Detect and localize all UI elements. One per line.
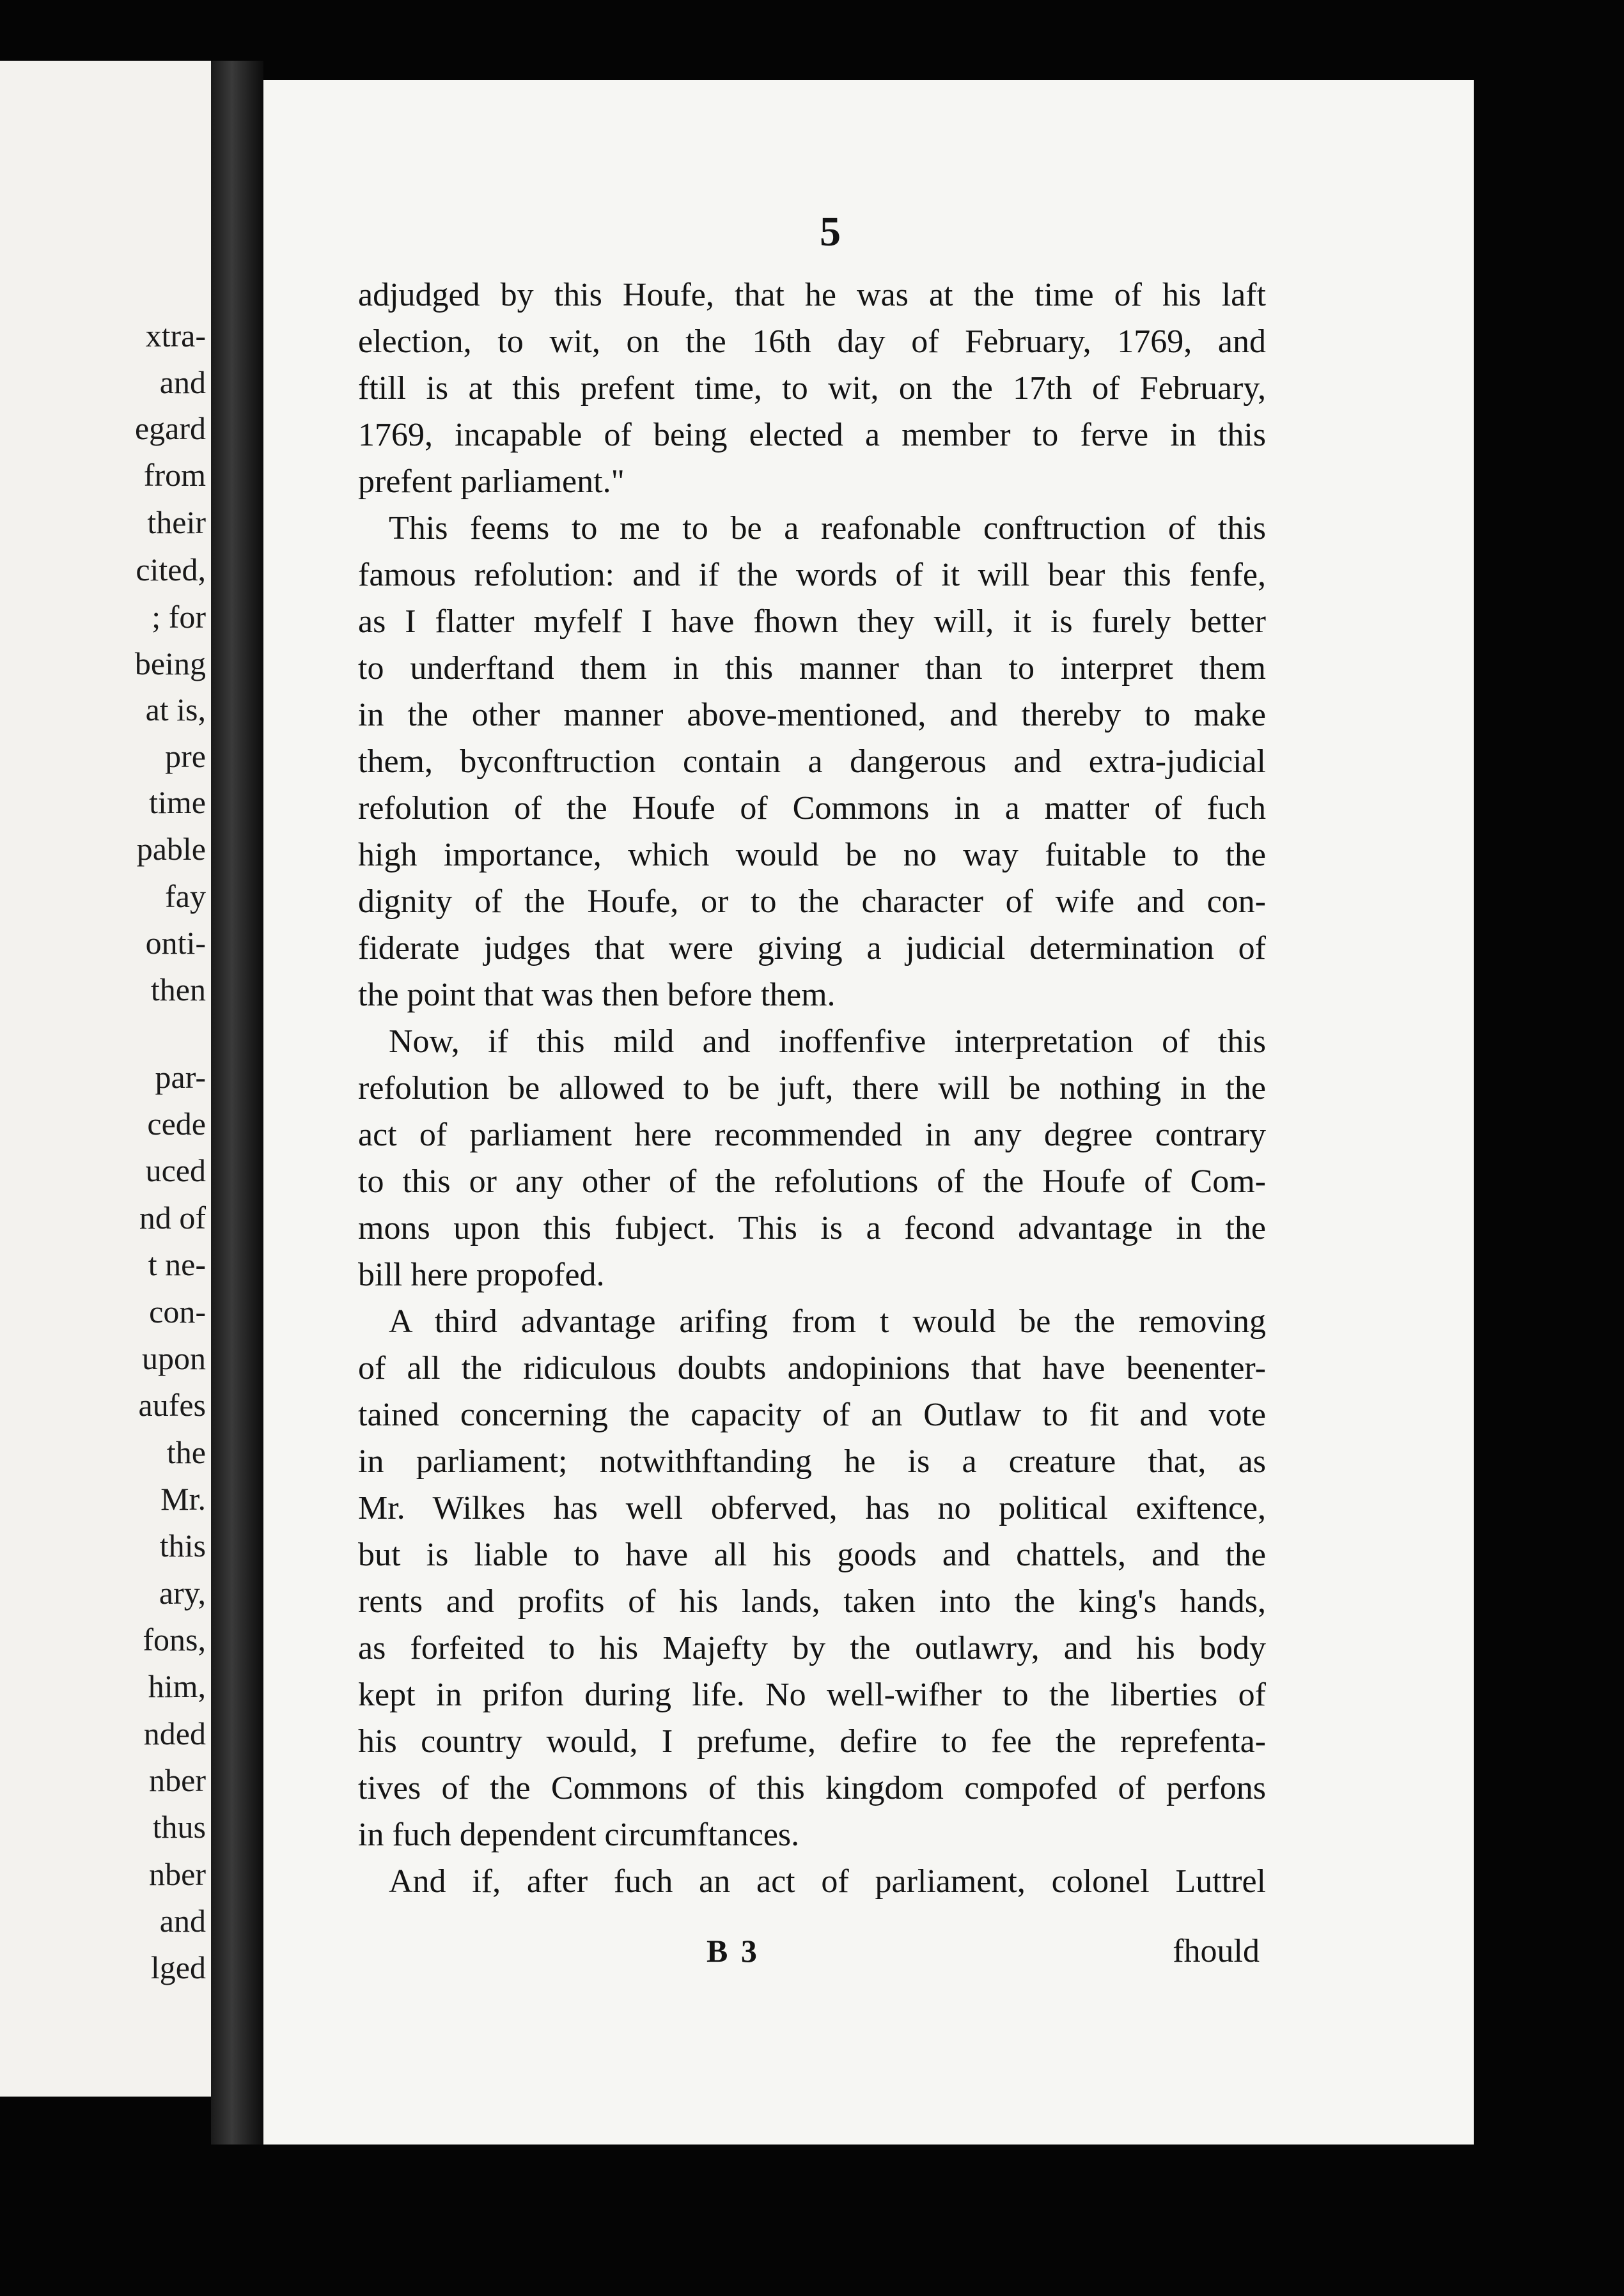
left-page-line: and	[159, 1903, 206, 1939]
text-line: election, to wit, on the 16th day of February, 1769, and	[358, 323, 1266, 360]
catchword: fhould	[1173, 1933, 1260, 1969]
page-number: 5	[820, 208, 841, 255]
text-line: Now, if this mild and inoffenfive interpretation of this	[389, 1023, 1266, 1060]
left-page-line: Mr.	[160, 1481, 206, 1517]
left-page-line: nber	[149, 1856, 206, 1892]
left-page-line: nd of	[139, 1200, 206, 1236]
left-page-line: pable	[136, 831, 206, 867]
text-line: Mr. Wilkes has well obferved, has no political exiftence,	[358, 1490, 1266, 1526]
left-page	[0, 61, 211, 2097]
text-line: as I flatter myfelf I have fhown they will, it is furely better	[358, 603, 1266, 640]
left-page-line: ; for	[152, 599, 206, 635]
left-page-line: onti-	[145, 925, 206, 961]
text-line: A third advantage arifing from t would be the removing	[389, 1303, 1266, 1340]
left-page-line: aufes	[138, 1387, 206, 1423]
right-page	[263, 80, 1474, 2145]
text-line: adjudged by this Houfe, that he was at the time of his laft	[358, 277, 1266, 313]
text-line: refolution be allowed to be juft, there will be nothing in the	[358, 1070, 1266, 1106]
left-page-line: nber	[149, 1762, 206, 1798]
left-page-line: time	[149, 784, 206, 820]
text-line: ftill is at this prefent time, to wit, on the 17th of February,	[358, 370, 1266, 407]
text-line: refolution of the Houfe of Commons in a matter of fuch	[358, 790, 1266, 826]
text-line: mons upon this fubject. This is a fecond advantage in the	[358, 1210, 1266, 1246]
page-footer	[358, 1932, 1260, 1983]
left-page-line: con-	[149, 1294, 206, 1330]
left-page-line: cited,	[136, 552, 206, 587]
left-page-line: being	[134, 646, 206, 681]
left-page-line: uced	[145, 1152, 206, 1188]
left-page-line: egard	[134, 410, 206, 446]
left-page-line: at is,	[145, 692, 206, 727]
text-line: kept in prifon during life. No well-wifher to the liberties of	[358, 1677, 1266, 1713]
text-line: but is liable to have all his goods and chattels, and the	[358, 1537, 1266, 1573]
left-page-line: fay	[165, 878, 206, 914]
left-page-line: cede	[147, 1106, 206, 1142]
left-page-line: upon	[142, 1340, 206, 1376]
text-line: them, byconftruction contain a dangerous and extra-judicial	[358, 743, 1266, 780]
left-page-line: fons,	[143, 1622, 206, 1657]
left-page-line: par-	[155, 1059, 206, 1095]
text-line: dignity of the Houfe, or to the character of wife and con-	[358, 883, 1266, 920]
left-page-line: ary,	[159, 1575, 206, 1611]
text-line: the point that was then before them.	[358, 977, 836, 1013]
left-page-line: pre	[165, 738, 206, 774]
text-line: his country would, I prefume, defire to fee the reprefenta-	[358, 1723, 1266, 1760]
left-page-line: and	[159, 364, 206, 400]
signature-mark: B 3	[707, 1933, 760, 1969]
text-line: to this or any other of the refolutions of the Houfe of Com-	[358, 1163, 1266, 1200]
text-line: in the other manner above-mentioned, and thereby to make	[358, 697, 1266, 733]
text-line: tives of the Commons of this kingdom compofed of perfons	[358, 1770, 1266, 1806]
text-line: of all the ridiculous doubts andopinions that have beenenter-	[358, 1350, 1266, 1386]
left-page-line: then	[150, 972, 206, 1007]
left-page-line: him,	[148, 1668, 206, 1704]
text-line: high importance, which would be no way fuitable to the	[358, 837, 1266, 873]
text-line: famous refolution: and if the words of it will bear this fenfe,	[358, 557, 1266, 593]
text-line: rents and profits of his lands, taken into the king's hands,	[358, 1583, 1266, 1620]
left-page-line: this	[159, 1528, 206, 1563]
left-page-line: thus	[152, 1809, 206, 1845]
text-line: This feems to me to be a reafonable conftruction of this	[389, 510, 1266, 547]
left-page-line: xtra-	[145, 318, 206, 353]
left-page-line: from	[143, 457, 206, 493]
text-line: in fuch dependent circumftances.	[358, 1817, 800, 1853]
text-line: act of parliament here recommended in any degree contrary	[358, 1117, 1266, 1153]
body-text	[358, 272, 1266, 1905]
text-line: fiderate judges that were giving a judicial determination of	[358, 930, 1266, 966]
left-page-line: the	[166, 1434, 206, 1470]
left-page-line: lged	[150, 1950, 206, 1985]
text-line: And if, after fuch an act of parliament, colonel Luttrel	[389, 1863, 1266, 1900]
book-gutter	[211, 61, 263, 2145]
text-line: prefent parliament."	[358, 463, 625, 500]
text-line: bill here propofed.	[358, 1257, 605, 1293]
text-line: in parliament; notwithftanding he is a creature that, as	[358, 1443, 1266, 1480]
left-page-line: nded	[143, 1716, 206, 1751]
text-line: to underftand them in this manner than to interpret them	[358, 650, 1266, 686]
text-line: as forfeited to his Majefty by the outlawry, and his body	[358, 1630, 1266, 1666]
left-page-line: t ne-	[148, 1246, 206, 1282]
text-line: 1769, incapable of being elected a member to ferve in this	[358, 417, 1266, 453]
text-line: tained concerning the capacity of an Outlaw to fit and vote	[358, 1397, 1266, 1433]
left-page-line: their	[147, 504, 206, 540]
